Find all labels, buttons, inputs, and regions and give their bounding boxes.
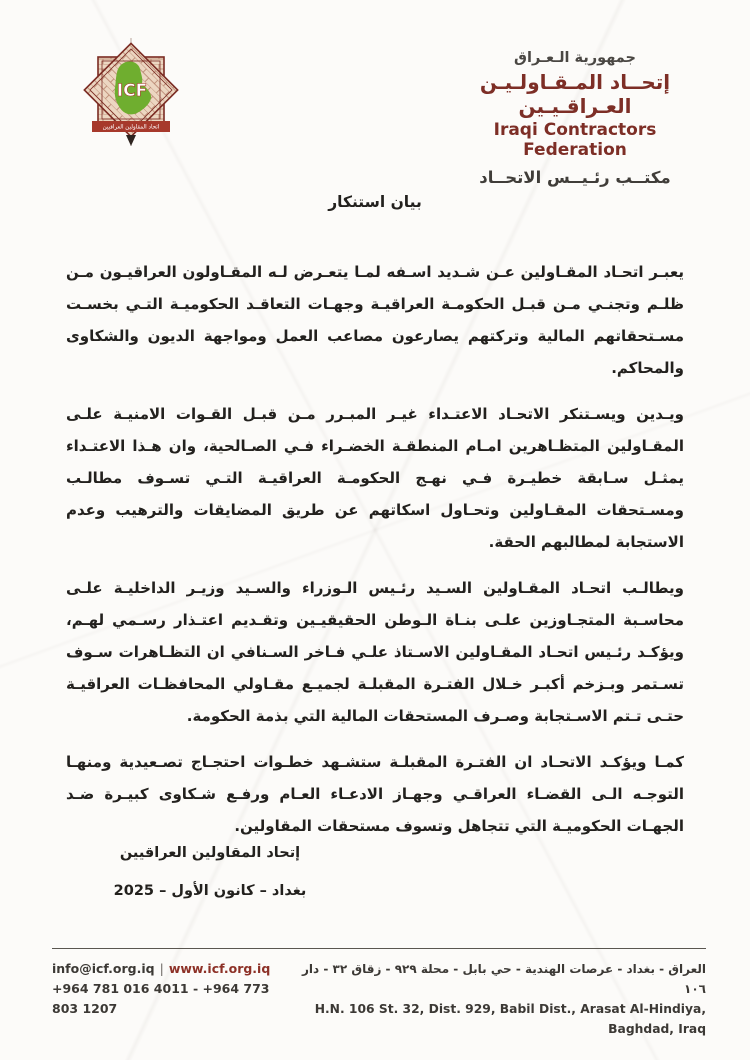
signature-date: بغداد – كانون الأول – 2025 [113,883,307,899]
footer-website: www.icf.org.iq [168,961,271,976]
statement-body [66,256,684,856]
footer-email: info@icf.org.iq [52,961,155,976]
letterhead [440,50,710,187]
icf-logo-star-icon [70,34,192,154]
footer-email-website-line [52,959,293,979]
footer-separator: | [159,961,164,976]
paragraph-3: ويطالـب اتحـاد المقـاولين السـيد رئـيس الـوزراء والسـيد وزيـر الداخليـة علـى محاسـبة المتجـاوزين علـى بنـاة الـوطن الحقيقيـين وتقـديم اعتـذار رسـمي لهـم، ويؤكـد رئـيس اتحـاد المقـاولين الاسـتاذ علـي فـاخر السـنافي ان التظـاهرات سـوف تسـتمر وبـزخم أكبـر خـلال الفتـرة المقبلـة لجميـع مقـاولي المحافظـات العراقيـة حتـى تـتم الاسـتجابة وصـرف المستحقات المالية التي بذمة الحكومة. [66,579,684,725]
logo-banner-text: اتحاد المقاولين العراقيين [102,124,160,131]
letterhead-country: جمهورية الـعـراق [514,50,636,66]
footer-address-arabic: العراق - بغداد - عرصات الهندية - حي بابل - محلة ٩٢٩ - زقاق ٣٢ - دار ١٠٦ [302,962,706,996]
icf-acronym: ICF [116,81,148,101]
paragraph-1: يعبـر اتحـاد المقـاولين عـن شـديد اسـفه لمـا يتعـرض لـه المقـاولون العراقيـون مـن ظلـم وتجنـي مـن قبـل الحكومـة العراقيـة وجهـات التعاقـد الحكوميـة التـي بخسـت مسـتحقاتهم المالية وتركتهم يصارعون مصاعب العمل ومواجهة الديون والشكاوى والمحاكم. [66,263,684,377]
letterhead-office: مكتــب رئـيــس الاتحــاد [479,168,671,187]
signature-block [100,845,320,899]
footer-phones: +964 781 016 4011 - +964 773 803 1207 [52,981,270,1016]
signature-org: إتحاد المقاولين العراقيين [119,845,301,861]
footer-contact [52,959,293,1019]
footer [52,948,706,1039]
footer-divider [52,948,706,949]
paragraph-4: كمـا ويؤكـد الاتحـاد ان الفتـرة المقبلـة ستشـهد خطـوات احتجـاج تصـعيدية ومنهـا التوجـه الـى القضـاء العراقـي وجهـاز الادعـاء العـام ورفـع شـكاوى كبيـرة ضـد الجهـات الحكوميـة التي تتجاهل وتسوف مستحقات المقاولين. [66,753,684,835]
letterhead-org-english: Iraqi Contractors Federation [493,120,657,160]
footer-address [293,959,706,1039]
letterhead-org-arabic: إتحــاد المـقـاولـيـن العـراقـيـين [479,70,671,118]
footer-address-english: H.N. 106 St. 32, Dist. 929, Babil Dist., Arasat Al-Hindiya, Baghdad, Iraq [314,1002,706,1036]
icf-logo [70,34,192,154]
statement-title: بيان استنكار [328,193,422,211]
paragraph-2: ويـدين ويسـتنكر الاتحـاد الاعتـداء غيـر المبـرر مـن قبـل القـوات الامنيـة علـى المقـاولين المتظـاهرين امـام المنطقـة الخضـراء فـي الصـالحية، وان هـذا الاعتـداء يمثـل سـابقة خطيـرة فـي نهـج الحكومـة العراقيـة التـي تسـوف مطالـب ومسـتحقات المقـاولين وتحـاول اسكاتهم عن طريق المضايقات والترهيب وعدم الاستجابة لمطالبهم الحقة. [66,405,684,551]
logo-bottom-arrow-icon [126,135,136,146]
